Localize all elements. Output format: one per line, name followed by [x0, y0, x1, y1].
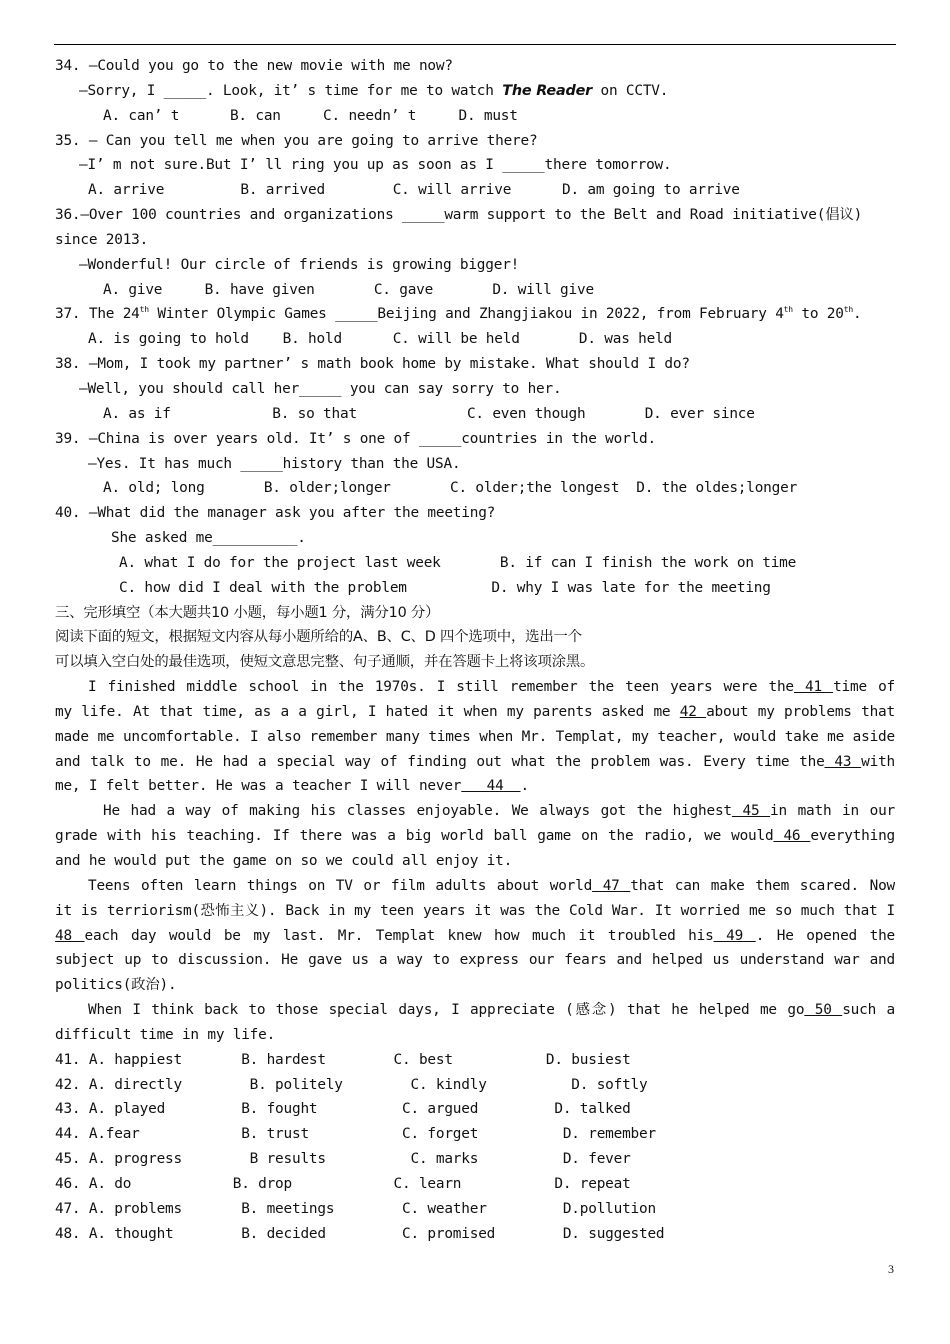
p4-text: When I think back to those special days, I appreciate (感念) that he helped me go	[88, 1002, 805, 1019]
q38-question: 38. —Mom, I took my partner’ s math book home by mistake. What should I do?	[55, 356, 690, 373]
page-number: 3	[888, 1262, 894, 1276]
p3-text: each day would be my last. Mr. Templat knew how much it troubled his	[84, 927, 714, 944]
passage-p1-line5	[55, 774, 895, 799]
q40-options-1: A. what I do for the project last week B. if can I finish the work on time	[119, 554, 797, 571]
blank-47: 47	[592, 877, 631, 894]
p1-text: time of	[833, 679, 895, 696]
p1-text: about my problems that	[706, 703, 895, 720]
q34-question: 34. —Could you go to the new movie with me now?	[55, 58, 453, 74]
q37-sup-2: th	[783, 305, 793, 315]
q37-text-1: 37. The 24	[55, 306, 140, 323]
header-rule	[54, 44, 896, 45]
q35-options: A. arrive B. arrived C. will arrive D. am going to arrive	[88, 182, 740, 199]
blank-41: 41	[793, 679, 834, 696]
p1-text: .	[520, 778, 529, 795]
q40-question: 40. —What did the manager ask you after the meeting?	[55, 505, 496, 522]
passage-p2-line1	[55, 799, 895, 824]
options-41: 41. A. happiest B. hardest C. best D. busiest	[55, 1051, 631, 1068]
passage-p3-line1	[55, 874, 895, 899]
q37-text-3: to 20	[792, 306, 844, 323]
blank-50: 50	[804, 1002, 843, 1019]
blank-44: 44	[461, 778, 521, 795]
q36-question-cont: since 2013.	[55, 231, 149, 248]
passage-p2-line3: and he would put the game on so we could all enjoy it.	[55, 853, 513, 869]
p1-text: my life. At that time, as a a girl, I hated it when my parents asked me	[55, 703, 680, 720]
p2-text: in math in our	[770, 803, 895, 820]
p3-text: . He opened the	[755, 927, 895, 944]
p1-text: with	[861, 753, 895, 770]
exam-content	[55, 54, 895, 1247]
passage-p2-line2	[55, 824, 895, 849]
blank-48: 48	[55, 927, 85, 944]
q37-sup-1: th	[139, 305, 149, 315]
passage-p3-line2: it is terriorism(恐怖主义). Back in my teen years it was the Cold War. It worried me so much that I	[55, 902, 895, 919]
q39-question: 39. —China is over years old. It’ s one of _____countries in the world.	[55, 430, 656, 447]
q36-options: A. give B. have given C. gave D. will give	[103, 281, 594, 298]
options-42: 42. A. directly B. politely C. kindly D. softly	[55, 1076, 648, 1093]
p4-text: such a	[842, 1002, 895, 1019]
passage-p4-line2: difficult time in my life.	[55, 1026, 276, 1043]
section-3-title: 三、完形填空（本大题共10 小题，每小题1 分，满分10 分）	[55, 604, 440, 621]
q37-text-2: Winter Olympic Games _____Beijing and Zhangjiakou in 2022, from February 4	[148, 306, 784, 323]
section-3-instructions-1: 阅读下面的短文，根据短文内容从每小题所给的A、B、C、D 四个选项中，选出一个	[55, 629, 582, 646]
q34-options: A. can’ t B. can C. needn’ t D. must	[103, 107, 518, 124]
q39-response: —Yes. It has much _____history than the USA.	[88, 455, 461, 472]
passage-p1-line1	[55, 675, 895, 700]
p3-text: Teens often learn things on TV or film adults about world	[88, 877, 593, 894]
options-44: 44. A.fear B. trust C. forget D. remember	[55, 1126, 656, 1143]
blank-46: 46	[773, 828, 811, 845]
q36-response: —Wonderful! Our circle of friends is growing bigger!	[79, 256, 520, 273]
blank-43: 43	[824, 753, 862, 770]
passage-p1-line2	[55, 700, 895, 725]
p3-text: that can make them scared. Now	[630, 877, 895, 894]
p1-text: and talk to me. He had a special way of finding out what the problem was. Every time the	[55, 753, 825, 770]
p1-text: I finished middle school in the 1970s. I still remember the teen years were the	[88, 679, 794, 696]
q34-response-text: —Sorry, I _____. Look, it’ s time for me to watch	[79, 82, 503, 99]
options-46: 46. A. do B. drop C. learn D. repeat	[55, 1175, 631, 1192]
q38-response: —Well, you should call her_____ you can say sorry to her.	[79, 380, 562, 397]
q35-question: 35. — Can you tell me when you are going to arrive there?	[55, 132, 538, 149]
p2-text: everything	[810, 828, 895, 845]
q35-response: —I’ m not sure.But I’ ll ring you up as soon as I _____there tomorrow.	[79, 157, 672, 174]
q37-text-4: .	[852, 306, 862, 323]
q34-response	[55, 79, 895, 104]
q36-question: 36.—Over 100 countries and organizations _____warm support to the Belt and Road initiative(倡议)	[55, 207, 863, 224]
q37-options: A. is going to hold B. hold C. will be held D. was held	[88, 331, 673, 348]
passage-p3-line3	[55, 924, 895, 949]
options-47: 47. A. problems B. meetings C. weather D.pollution	[55, 1200, 656, 1217]
passage-p4-line1	[55, 998, 895, 1023]
q39-options: A. old; long B. older;longer C. older;the longest D. the oldes;longer	[103, 480, 798, 497]
passage-p1-line4	[55, 750, 895, 775]
q37-question	[55, 302, 895, 327]
q38-options: A. as if B. so that C. even though D. ever since	[103, 405, 755, 422]
blank-42: 42	[679, 703, 707, 720]
options-43: 43. A. played B. fought C. argued D. talked	[55, 1101, 631, 1118]
options-45: 45. A. progress B results C. marks D. fever	[55, 1151, 631, 1168]
q34-response-end: on CCTV.	[592, 82, 669, 99]
q40-response: She asked me__________.	[111, 530, 306, 547]
p1-text: me, I felt better. He was a teacher I will never	[55, 778, 462, 795]
p2-text: He had a way of making his classes enjoyable. We always got the highest	[103, 803, 732, 820]
movie-title: The Reader	[502, 82, 593, 99]
blank-49: 49	[713, 927, 756, 944]
passage-p3-line4: subject up to discussion. He gave us a way to express our fears and helped us understand war and	[55, 952, 895, 969]
passage-p3-line5: politics(政治).	[55, 977, 177, 994]
p2-text: grade with his teaching. If there was a big world ball game on the radio, we would	[55, 828, 774, 845]
section-3-instructions-2: 可以填入空白处的最佳选项，使短文意思完整、句子通顺，并在答题卡上将该项涂黑。	[55, 654, 595, 671]
q37-sup-3: th	[843, 305, 853, 315]
passage-p1-line3: made me uncomfortable. I also remember many times when Mr. Templat, my teacher, would take me aside	[55, 728, 895, 745]
blank-45: 45	[731, 803, 771, 820]
options-48: 48. A. thought B. decided C. promised D. suggested	[55, 1225, 665, 1242]
q40-options-2: C. how did I deal with the problem D. why I was late for the meeting	[119, 579, 771, 596]
